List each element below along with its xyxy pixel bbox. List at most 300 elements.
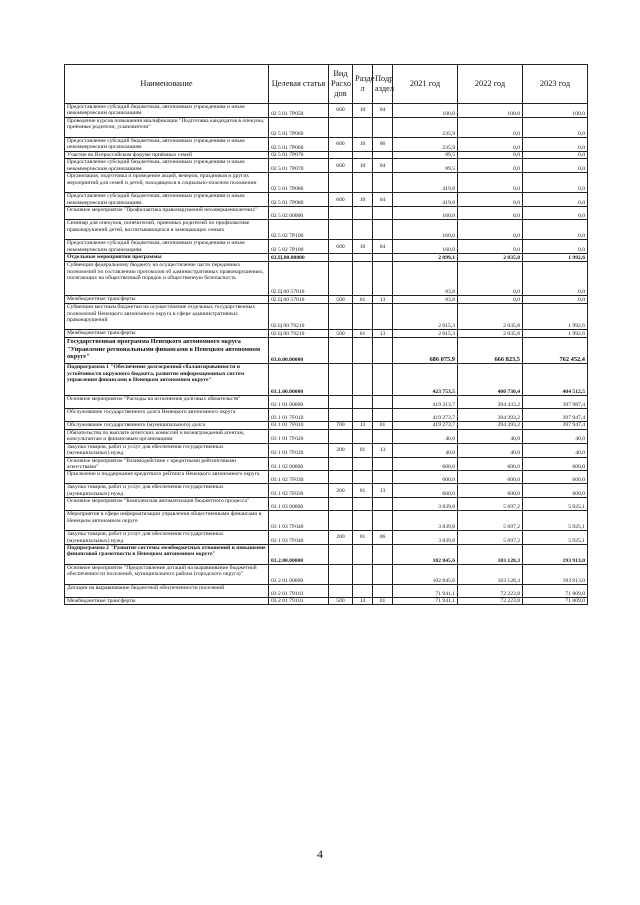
table-row — [65, 598, 588, 605]
row-section: 01 — [353, 484, 373, 498]
row-section: 10 — [353, 104, 373, 118]
header-target-article: Целевая статья — [269, 65, 329, 104]
row-subsection — [373, 262, 393, 296]
row-target-article: 03.2.00.00000 — [269, 545, 329, 565]
row-value-2022: 2 035,8 — [458, 304, 523, 330]
row-value-2021: 419,8 — [393, 173, 458, 193]
table-row — [65, 409, 588, 422]
row-section — [353, 304, 373, 330]
document-page — [64, 64, 587, 605]
row-expense-kind — [329, 364, 353, 396]
row-name: Участие во Всероссийском форуме приёмных семей — [65, 152, 269, 159]
row-subsection — [373, 173, 393, 193]
row-name: Дотации на выравнивание бюджетной обеспеченности поселений — [65, 585, 269, 598]
row-section: 14 — [353, 598, 373, 605]
budget-table — [64, 64, 588, 605]
row-value-2023: 600,0 — [523, 484, 588, 498]
row-expense-kind — [329, 152, 353, 159]
row-value-2021: 89,5 — [393, 159, 458, 173]
row-value-2022: 2 035,8 — [458, 254, 523, 262]
row-value-2022: 0,0 — [458, 193, 523, 207]
table-row — [65, 457, 588, 471]
row-value-2021: 2 099,1 — [393, 254, 458, 262]
row-value-2022: 0,0 — [458, 152, 523, 159]
row-value-2023: 0,0 — [523, 173, 588, 193]
row-name: Присвоение и поддержание кредитного рейтинга Ненецкого автономного округа — [65, 471, 269, 484]
row-name: Закупка товаров, работ и услуг для обеспечения государственных (муниципальных) нужд — [65, 443, 269, 457]
row-value-2023: 404 512,5 — [523, 364, 588, 396]
row-target-article: 03 1 01 7F020 — [269, 429, 329, 443]
row-value-2023: 193 913,0 — [523, 565, 588, 585]
row-value-2021: 235,9 — [393, 118, 458, 138]
row-target-article: 03 2 01 79110 — [269, 585, 329, 598]
row-value-2021: 160,0 — [393, 240, 458, 254]
table-row — [65, 118, 588, 138]
row-section — [353, 498, 373, 511]
row-name: Предоставление субсидий бюджетным, автономным учреждениям и иным некоммерческим организациям — [65, 104, 269, 118]
row-value-2022: 0,0 — [458, 220, 523, 240]
row-value-2022: 0,0 — [458, 262, 523, 296]
row-section: 13 — [353, 422, 373, 429]
row-subsection — [373, 565, 393, 585]
row-target-article: 03 2 01 00000 — [269, 565, 329, 585]
row-name: Подпрограмма 1 "Обеспечение долгосрочной сбалансированности и устойчивости окружного бюджета, развитие информационных систем управления финансами в Ненецком автономном округе" — [65, 364, 269, 396]
row-expense-kind: 600 — [329, 240, 353, 254]
row-subsection — [373, 511, 393, 531]
row-target-article: 02 Ц 00 79210 — [269, 304, 329, 330]
row-value-2022: 2 035,8 — [458, 330, 523, 338]
row-name: Предоставление субсидий бюджетным, автономным учреждениям и иным некоммерческим организациям — [65, 159, 269, 173]
row-value-2021: 600,0 — [393, 457, 458, 471]
row-expense-kind: 500 — [329, 296, 353, 304]
row-subsection — [373, 220, 393, 240]
table-row — [65, 545, 588, 565]
row-section — [353, 152, 373, 159]
row-value-2021: 600,0 — [393, 471, 458, 484]
row-name: Основное мероприятие "Комплексная автоматизация бюджетного процесса" — [65, 498, 269, 511]
table-row — [65, 296, 588, 304]
row-target-article: 03 1 01 00000 — [269, 396, 329, 409]
row-expense-kind — [329, 545, 353, 565]
table-row — [65, 498, 588, 511]
row-section — [353, 511, 373, 531]
row-expense-kind: 500 — [329, 598, 353, 605]
row-subsection: 13 — [373, 296, 393, 304]
row-value-2022: 103 128,3 — [458, 545, 523, 565]
row-expense-kind — [329, 565, 353, 585]
row-value-2021: 102 845,6 — [393, 565, 458, 585]
row-expense-kind: 200 — [329, 484, 353, 498]
row-value-2021: 83,8 — [393, 296, 458, 304]
table-row — [65, 531, 588, 545]
row-expense-kind: 600 — [329, 159, 353, 173]
row-subsection: 04 — [373, 104, 393, 118]
row-expense-kind — [329, 254, 353, 262]
header-expense-kind: Вид Расхо дов — [329, 65, 353, 104]
table-row — [65, 429, 588, 443]
row-value-2022: 600,0 — [458, 471, 523, 484]
row-expense-kind — [329, 118, 353, 138]
row-expense-kind — [329, 585, 353, 598]
row-section: 01 — [353, 443, 373, 457]
row-value-2021: 89,5 — [393, 152, 458, 159]
row-value-2022: 40,0 — [458, 429, 523, 443]
row-value-2022: 5 697,2 — [458, 531, 523, 545]
row-section — [353, 457, 373, 471]
row-target-article: 02 5 01 7Р070 — [269, 159, 329, 173]
table-row — [65, 364, 588, 396]
row-subsection — [373, 338, 393, 364]
row-name: Обслуживание государственного (муниципального) долга — [65, 422, 269, 429]
row-subsection — [373, 498, 393, 511]
row-value-2023: 0,0 — [523, 240, 588, 254]
row-value-2023: 397 947,4 — [523, 422, 588, 429]
row-section: 10 — [353, 240, 373, 254]
row-expense-kind — [329, 429, 353, 443]
table-row — [65, 104, 588, 118]
row-value-2021: 419,8 — [393, 193, 458, 207]
row-subsection: 01 — [373, 598, 393, 605]
row-name: Обязательства по выплате агентских комиссий и вознаграждений агентам, консультантам и финансовым организациям — [65, 429, 269, 443]
row-section: 10 — [353, 159, 373, 173]
row-subsection — [373, 409, 393, 422]
row-subsection: 04 — [373, 240, 393, 254]
row-subsection — [373, 545, 393, 565]
row-expense-kind — [329, 304, 353, 330]
row-target-article: 02 5 01 7Р070 — [269, 152, 329, 159]
row-target-article: 03.0.00.00000 — [269, 338, 329, 364]
row-value-2021: 83,8 — [393, 262, 458, 296]
row-subsection — [373, 429, 393, 443]
row-target-article: 03 1 02 00000 — [269, 457, 329, 471]
row-section: 01 — [353, 330, 373, 338]
table-row — [65, 471, 588, 484]
header-year-2021: 2021 год — [393, 65, 458, 104]
table-row — [65, 193, 588, 207]
row-target-article: 02 5 01 7Р050 — [269, 104, 329, 118]
row-value-2021: 71 941,1 — [393, 598, 458, 605]
row-name: Предоставление субсидий бюджетным, автономным учреждениям и иным некоммерческим организациям — [65, 240, 269, 254]
table-row — [65, 585, 588, 598]
row-value-2023: 40,0 — [523, 443, 588, 457]
row-value-2022: 5 697,2 — [458, 498, 523, 511]
row-value-2023: 600,0 — [523, 471, 588, 484]
row-value-2022: 600,0 — [458, 457, 523, 471]
row-section — [353, 254, 373, 262]
row-target-article: 03 1 03 7F040 — [269, 531, 329, 545]
row-value-2023: 71 809,0 — [523, 585, 588, 598]
row-value-2021: 100,0 — [393, 104, 458, 118]
row-subsection — [373, 364, 393, 396]
header-section: Разде л — [353, 65, 373, 104]
row-target-article: 02 Ц 00 57010 — [269, 296, 329, 304]
row-value-2023: 1 992,6 — [523, 304, 588, 330]
table-row — [65, 565, 588, 585]
row-value-2023: 1 992,6 — [523, 254, 588, 262]
row-value-2023: 193 913,0 — [523, 545, 588, 565]
row-subsection: 06 — [373, 138, 393, 152]
row-name: Организация, подготовка и проведение акций, вечеров, праздников и других мероприятий для семей и детей, находящихся в социально-опасном положении — [65, 173, 269, 193]
row-expense-kind: 600 — [329, 193, 353, 207]
row-target-article: 02 Ц 00 57010 — [269, 262, 329, 296]
header-subsection: Подр аздел — [373, 65, 393, 104]
row-value-2022: 0,0 — [458, 118, 523, 138]
row-value-2021: 160,0 — [393, 220, 458, 240]
row-value-2022: 0,0 — [458, 159, 523, 173]
row-value-2023: 0,0 — [523, 152, 588, 159]
row-value-2022: 40,0 — [458, 443, 523, 457]
row-value-2022: 0,0 — [458, 207, 523, 220]
row-target-article: 03 1 02 7F030 — [269, 471, 329, 484]
row-target-article: 03 1 02 7F030 — [269, 484, 329, 498]
row-value-2023: 0,0 — [523, 220, 588, 240]
row-name: Предоставление субсидий бюджетным, автономным учреждениям и иным некоммерческим организациям — [65, 138, 269, 152]
row-value-2021: 3 839,8 — [393, 531, 458, 545]
row-subsection: 04 — [373, 159, 393, 173]
row-expense-kind — [329, 511, 353, 531]
row-value-2021: 2 015,3 — [393, 330, 458, 338]
row-section — [353, 262, 373, 296]
row-section — [353, 118, 373, 138]
table-row — [65, 511, 588, 531]
table-row — [65, 396, 588, 409]
row-expense-kind: 700 — [329, 422, 353, 429]
row-name: Межбюджетные трансферты — [65, 296, 269, 304]
row-target-article: 02 Ц 00 79210 — [269, 330, 329, 338]
row-value-2022: 72 223,8 — [458, 585, 523, 598]
row-value-2022: 0,0 — [458, 296, 523, 304]
row-expense-kind: 600 — [329, 138, 353, 152]
row-target-article: 03.1.00.00000 — [269, 364, 329, 396]
row-section — [353, 364, 373, 396]
row-target-article: 02.Ц.00.00000 — [269, 254, 329, 262]
row-section — [353, 173, 373, 193]
row-subsection: 06 — [373, 531, 393, 545]
row-section: 10 — [353, 138, 373, 152]
row-value-2023: 0,0 — [523, 262, 588, 296]
row-expense-kind — [329, 173, 353, 193]
row-value-2023: 1 992,6 — [523, 330, 588, 338]
row-subsection — [373, 254, 393, 262]
row-value-2021: 2 015,3 — [393, 304, 458, 330]
row-expense-kind: 200 — [329, 443, 353, 457]
table-row — [65, 173, 588, 193]
row-value-2023: 0,0 — [523, 138, 588, 152]
row-target-article: 03 2 01 79110 — [269, 598, 329, 605]
row-section: 01 — [353, 531, 373, 545]
row-value-2022: 5 697,2 — [458, 511, 523, 531]
header-name: Наименование — [65, 65, 269, 104]
table-body — [65, 104, 588, 605]
row-value-2021: 160,0 — [393, 207, 458, 220]
row-section — [353, 409, 373, 422]
row-section — [353, 396, 373, 409]
row-value-2022: 394 393,2 — [458, 409, 523, 422]
row-value-2023: 5 925,1 — [523, 531, 588, 545]
row-value-2021: 419 273,7 — [393, 409, 458, 422]
row-value-2023: 0,0 — [523, 159, 588, 173]
page-number: 4 — [317, 847, 323, 861]
row-section: 01 — [353, 296, 373, 304]
row-name: Семинар для опекунов, попечителей, приемных родителей по профилактике правонарушений детей, воспитывающихся в замещающих семьях — [65, 220, 269, 240]
header-year-2023: 2023 год — [523, 65, 588, 104]
row-section: 10 — [353, 193, 373, 207]
row-expense-kind: 200 — [329, 531, 353, 545]
row-value-2022: 72 223,8 — [458, 598, 523, 605]
table-row — [65, 484, 588, 498]
row-target-article: 02 5 02 7Р100 — [269, 220, 329, 240]
table-row — [65, 207, 588, 220]
row-subsection — [373, 396, 393, 409]
row-value-2023: 600,0 — [523, 457, 588, 471]
row-subsection — [373, 457, 393, 471]
row-value-2023: 397 987,4 — [523, 396, 588, 409]
row-value-2022: 600,0 — [458, 484, 523, 498]
row-name: Отдельные мероприятия программы — [65, 254, 269, 262]
row-target-article: 03 1 03 7F040 — [269, 511, 329, 531]
table-row — [65, 330, 588, 338]
row-expense-kind — [329, 471, 353, 484]
row-subsection: 01 — [373, 422, 393, 429]
row-subsection: 13 — [373, 484, 393, 498]
row-value-2022: 394 393,2 — [458, 422, 523, 429]
row-name: Основное мероприятие "Расходы на исполнение долговых обязательств" — [65, 396, 269, 409]
table-row — [65, 422, 588, 429]
row-name: Предоставление субсидий бюджетным, автономным учреждениям и иным некоммерческим организациям — [65, 193, 269, 207]
row-value-2021: 3 839,8 — [393, 511, 458, 531]
row-section — [353, 338, 373, 364]
row-name: Субвенции федеральному бюджету на осуществление части переданных полномочий по составлению протоколов об административных правонарушениях, посягающих на общественный порядок и общественную безопасность — [65, 262, 269, 296]
row-value-2021: 419 273,7 — [393, 422, 458, 429]
row-value-2021: 423 753,5 — [393, 364, 458, 396]
row-target-article: 02 5 02 7Р100 — [269, 240, 329, 254]
row-subsection — [373, 304, 393, 330]
row-value-2023: 40,0 — [523, 429, 588, 443]
row-subsection — [373, 207, 393, 220]
row-section — [353, 585, 373, 598]
row-value-2023: 0,0 — [523, 118, 588, 138]
row-target-article: 02 5 02 00000 — [269, 207, 329, 220]
row-expense-kind — [329, 262, 353, 296]
row-section — [353, 545, 373, 565]
row-value-2022: 666 823,5 — [458, 338, 523, 364]
row-value-2022: 103 128,3 — [458, 565, 523, 585]
row-subsection: 13 — [373, 330, 393, 338]
table-row — [65, 304, 588, 330]
row-name: Субвенции местным бюджетам на осуществление отдельных государственных полномочий Ненецкого автономного округа в сфере административных правонарушений — [65, 304, 269, 330]
row-value-2023: 71 809,0 — [523, 598, 588, 605]
row-expense-kind — [329, 396, 353, 409]
row-value-2021: 71 941,1 — [393, 585, 458, 598]
header-year-2022: 2022 год — [458, 65, 523, 104]
table-header-row — [65, 65, 588, 104]
row-section — [353, 207, 373, 220]
row-name: Основное мероприятие "Предоставление дотаций на выравнивание бюджетной обеспеченности поселений, муниципального района (городского округа)" — [65, 565, 269, 585]
row-name: Межбюджетные трансферты — [65, 598, 269, 605]
row-section — [353, 471, 373, 484]
row-name: Мероприятия в сфере информатизации управления общественными финансами в Ненецком автономном округе — [65, 511, 269, 531]
row-subsection — [373, 585, 393, 598]
row-section — [353, 565, 373, 585]
row-name: Основное мероприятие "Взаимодействие с кредитными рейтинговыми агентствами" — [65, 457, 269, 471]
row-name: Межбюджетные трансферты — [65, 330, 269, 338]
table-row — [65, 254, 588, 262]
table-row — [65, 159, 588, 173]
row-target-article: 03 1 01 7F020 — [269, 443, 329, 457]
row-value-2022: 100,0 — [458, 104, 523, 118]
row-value-2021: 40,0 — [393, 429, 458, 443]
row-name: Закупка товаров, работ и услуг для обеспечения государственных (муниципальных) нужд — [65, 484, 269, 498]
row-value-2023: 5 925,1 — [523, 498, 588, 511]
row-value-2021: 3 839,8 — [393, 498, 458, 511]
row-subsection: 04 — [373, 193, 393, 207]
row-value-2022: 0,0 — [458, 173, 523, 193]
row-value-2022: 400 730,4 — [458, 364, 523, 396]
table-row — [65, 443, 588, 457]
row-value-2021: 600,0 — [393, 484, 458, 498]
row-target-article: 03 1 03 00000 — [269, 498, 329, 511]
row-expense-kind — [329, 220, 353, 240]
table-row — [65, 152, 588, 159]
row-target-article: 02 5 01 7Р080 — [269, 173, 329, 193]
row-subsection: 13 — [373, 443, 393, 457]
row-expense-kind: 600 — [329, 104, 353, 118]
row-value-2023: 0,0 — [523, 296, 588, 304]
row-subsection — [373, 471, 393, 484]
row-value-2021: 102 845,6 — [393, 545, 458, 565]
row-target-article: 03 1 01 7F010 — [269, 409, 329, 422]
row-name: Обслуживание государственного долга Ненецкого автономного округа — [65, 409, 269, 422]
row-section — [353, 220, 373, 240]
row-expense-kind — [329, 338, 353, 364]
table-row — [65, 338, 588, 364]
row-value-2023: 100,0 — [523, 104, 588, 118]
row-value-2021: 40,0 — [393, 443, 458, 457]
row-name: Государственная программа Ненецкого автономного округа "Управление региональными финансами в Ненецком автономном округе" — [65, 338, 269, 364]
table-row — [65, 240, 588, 254]
row-expense-kind — [329, 409, 353, 422]
row-name: Подпрограмма 2 "Развитие системы межбюджетных отношений и повышение финансовой грамотности в Ненецком автономном округе" — [65, 545, 269, 565]
row-value-2022: 394 433,2 — [458, 396, 523, 409]
row-expense-kind: 500 — [329, 330, 353, 338]
row-expense-kind — [329, 498, 353, 511]
row-value-2023: 762 452,4 — [523, 338, 588, 364]
table-row — [65, 262, 588, 296]
table-row — [65, 220, 588, 240]
row-target-article: 02 5 01 7Р060 — [269, 118, 329, 138]
row-expense-kind — [329, 457, 353, 471]
row-value-2023: 397 947,4 — [523, 409, 588, 422]
row-value-2023: 0,0 — [523, 193, 588, 207]
row-value-2021: 686 075,9 — [393, 338, 458, 364]
table-row — [65, 138, 588, 152]
row-name: Закупка товаров, работ и услуг для обеспечения государственных (муниципальных) нужд — [65, 531, 269, 545]
row-target-article: 03 1 01 7F010 — [269, 422, 329, 429]
row-value-2022: 0,0 — [458, 240, 523, 254]
row-subsection — [373, 152, 393, 159]
row-value-2021: 419 313,7 — [393, 396, 458, 409]
row-target-article: 02 5 01 7Р080 — [269, 193, 329, 207]
row-target-article: 02 5 01 7Р060 — [269, 138, 329, 152]
row-value-2022: 0,0 — [458, 138, 523, 152]
row-name: Проведение курсов повышения квалификации "Подготовка кандидатов в опекуны, приёмные родители, усыновители" — [65, 118, 269, 138]
row-section — [353, 429, 373, 443]
row-name: Основное мероприятие "Профилактика правонарушений несовершеннолетних" — [65, 207, 269, 220]
row-value-2023: 5 925,1 — [523, 511, 588, 531]
row-value-2023: 0,0 — [523, 207, 588, 220]
row-expense-kind — [329, 207, 353, 220]
row-value-2021: 235,9 — [393, 138, 458, 152]
